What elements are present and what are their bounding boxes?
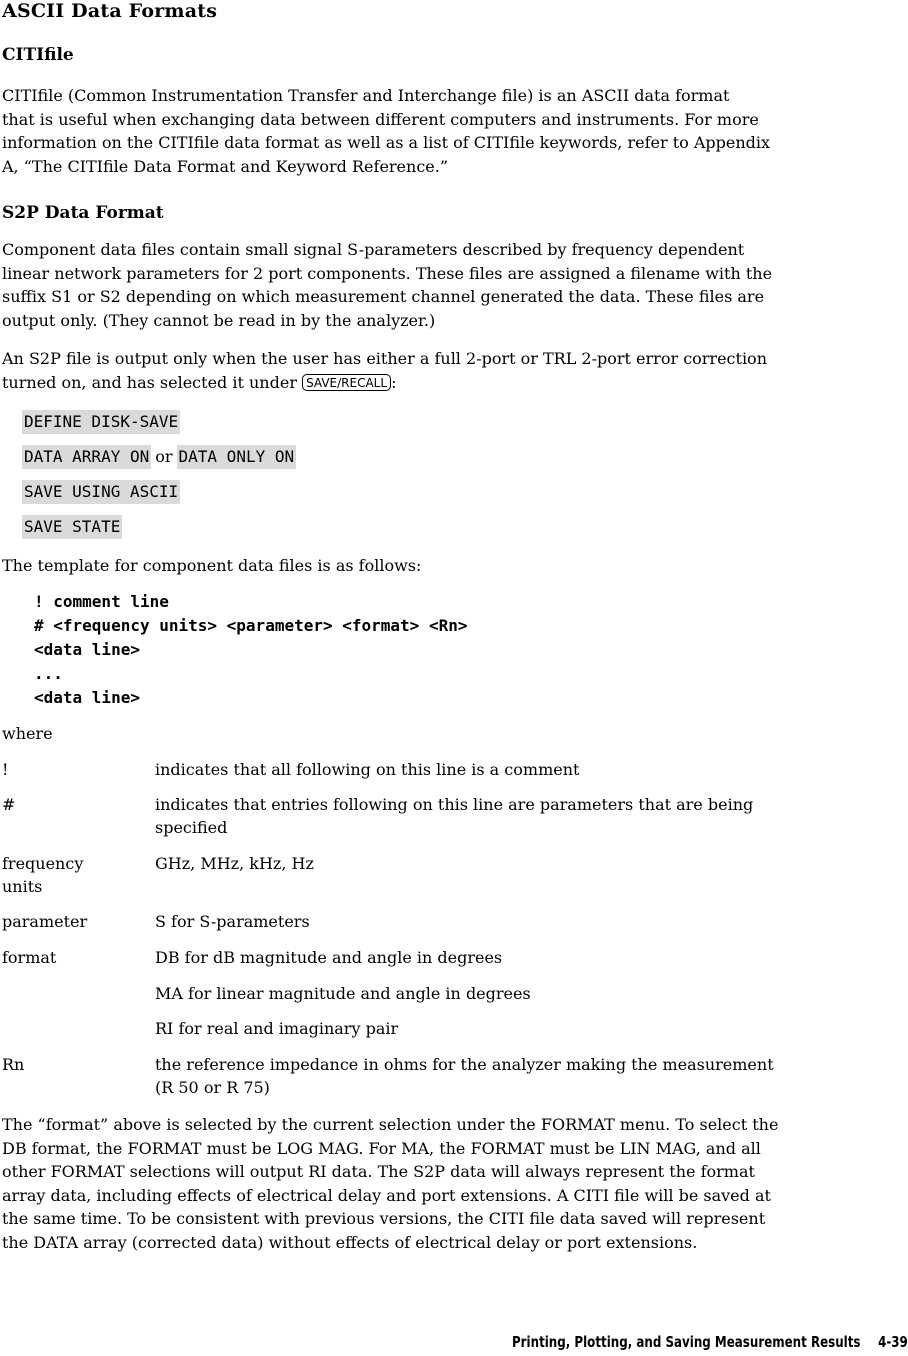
code-line: ... xyxy=(34,664,63,683)
text-line: the same time. To be consistent with previous versions, the CITI file data saved will represent xyxy=(2,1209,766,1229)
code-line: ! comment line xyxy=(34,592,169,611)
definition-term xyxy=(2,852,142,898)
text-line: the DATA array (corrected data) without effects of electrical delay or port extensions. xyxy=(2,1232,698,1252)
definition-desc: MA for linear magnitude and angle in degrees xyxy=(155,984,531,1003)
template-code-block xyxy=(34,590,467,710)
s2p-heading: S2P Data Format xyxy=(2,203,164,223)
softkey-row xyxy=(22,515,296,550)
text-line: that is useful when exchanging data between different computers and instruments. For more xyxy=(2,109,759,129)
text-segment: : xyxy=(391,372,397,392)
definition-term: # xyxy=(2,795,16,814)
where-label: where xyxy=(2,724,53,743)
save-state-softkey: SAVE STATE xyxy=(22,515,122,539)
code-line: # <frequency units> <parameter> <format> <Rn> xyxy=(34,616,468,635)
citifile-paragraph xyxy=(2,84,906,178)
definition-desc xyxy=(155,793,895,839)
text-line: output only. (They cannot be read in by the analyzer.) xyxy=(2,310,436,330)
or-text: or xyxy=(155,447,173,466)
definition-desc: GHz, MHz, kHz, Hz xyxy=(155,854,314,873)
code-line: <data line> xyxy=(34,688,140,707)
term-line: units xyxy=(2,877,43,896)
definition-term: Rn xyxy=(2,1055,25,1074)
save-using-ascii-softkey: SAVE USING ASCII xyxy=(22,480,180,504)
softkey-row xyxy=(22,410,296,445)
data-only-on-softkey: DATA ONLY ON xyxy=(177,445,297,469)
text-line: array data, including effects of electrical delay and port extensions. A CITI file will be saved at xyxy=(2,1185,771,1205)
text-line: suffix S1 or S2 depending on which measurement channel generated the data. These files are xyxy=(2,287,765,307)
text-line: The “format” above is selected by the current selection under the FORMAT menu. To select the xyxy=(2,1115,779,1134)
text-line xyxy=(2,371,906,395)
softkey-row xyxy=(22,480,296,515)
text-line: CITIfile (Common Instrumentation Transfer and Interchange file) is an ASCII data format xyxy=(2,86,730,105)
s2p-output-paragraph xyxy=(2,347,906,394)
definition-desc: RI for real and imaginary pair xyxy=(155,1019,399,1038)
chapter-title: Printing, Plotting, and Saving Measurement Results xyxy=(512,1333,861,1351)
text-line: other FORMAT selections will output RI data. The S2P data will always represent the format xyxy=(2,1162,755,1182)
save-recall-key: SAVE/RECALL xyxy=(302,374,391,391)
s2p-intro-paragraph xyxy=(2,238,906,332)
text-segment: turned on, and has selected it under xyxy=(2,372,297,392)
text-line: An S2P file is output only when the user has either a full 2-port or TRL 2-port error correction xyxy=(2,349,767,368)
page-title: ASCII Data Formats xyxy=(2,0,218,22)
softkey-row xyxy=(22,445,296,480)
definition-term: ! xyxy=(2,760,9,779)
define-disk-save-softkey: DEFINE DISK-SAVE xyxy=(22,410,180,434)
code-line: <data line> xyxy=(34,640,140,659)
template-intro: The template for component data files is as follows: xyxy=(2,556,422,575)
softkey-sequence xyxy=(22,410,296,550)
desc-line: the reference impedance in ohms for the analyzer making the measurement xyxy=(155,1055,774,1074)
definition-desc: DB for dB magnitude and angle in degrees xyxy=(155,948,503,967)
data-array-on-softkey: DATA ARRAY ON xyxy=(22,445,151,469)
page-footer xyxy=(512,1333,908,1351)
definition-desc: indicates that all following on this line is a comment xyxy=(155,760,580,779)
format-explanation-paragraph xyxy=(2,1113,906,1255)
definition-term: format xyxy=(2,948,57,967)
definition-desc xyxy=(155,1053,895,1099)
term-line: frequency xyxy=(2,854,84,873)
text-line: A, “The CITIfile Data Format and Keyword Reference.” xyxy=(2,156,449,176)
text-line: information on the CITIfile data format as well as a list of CITIfile keywords, refer to Appendix xyxy=(2,133,771,153)
citifile-heading: CITIfile xyxy=(2,45,74,65)
page-number: 4-39 xyxy=(878,1333,908,1351)
text-line: Component data files contain small signal S-parameters described by frequency dependent xyxy=(2,240,745,259)
desc-line: indicates that entries following on this line are parameters that are being xyxy=(155,795,754,814)
definition-term: parameter xyxy=(2,912,88,931)
definition-desc: S for S-parameters xyxy=(155,912,310,931)
desc-line: specified xyxy=(155,818,228,837)
text-line: linear network parameters for 2 port components. These files are assigned a filename with the xyxy=(2,263,773,283)
text-line: DB format, the FORMAT must be LOG MAG. For MA, the FORMAT must be LIN MAG, and all xyxy=(2,1138,761,1158)
desc-line: (R 50 or R 75) xyxy=(155,1078,270,1097)
